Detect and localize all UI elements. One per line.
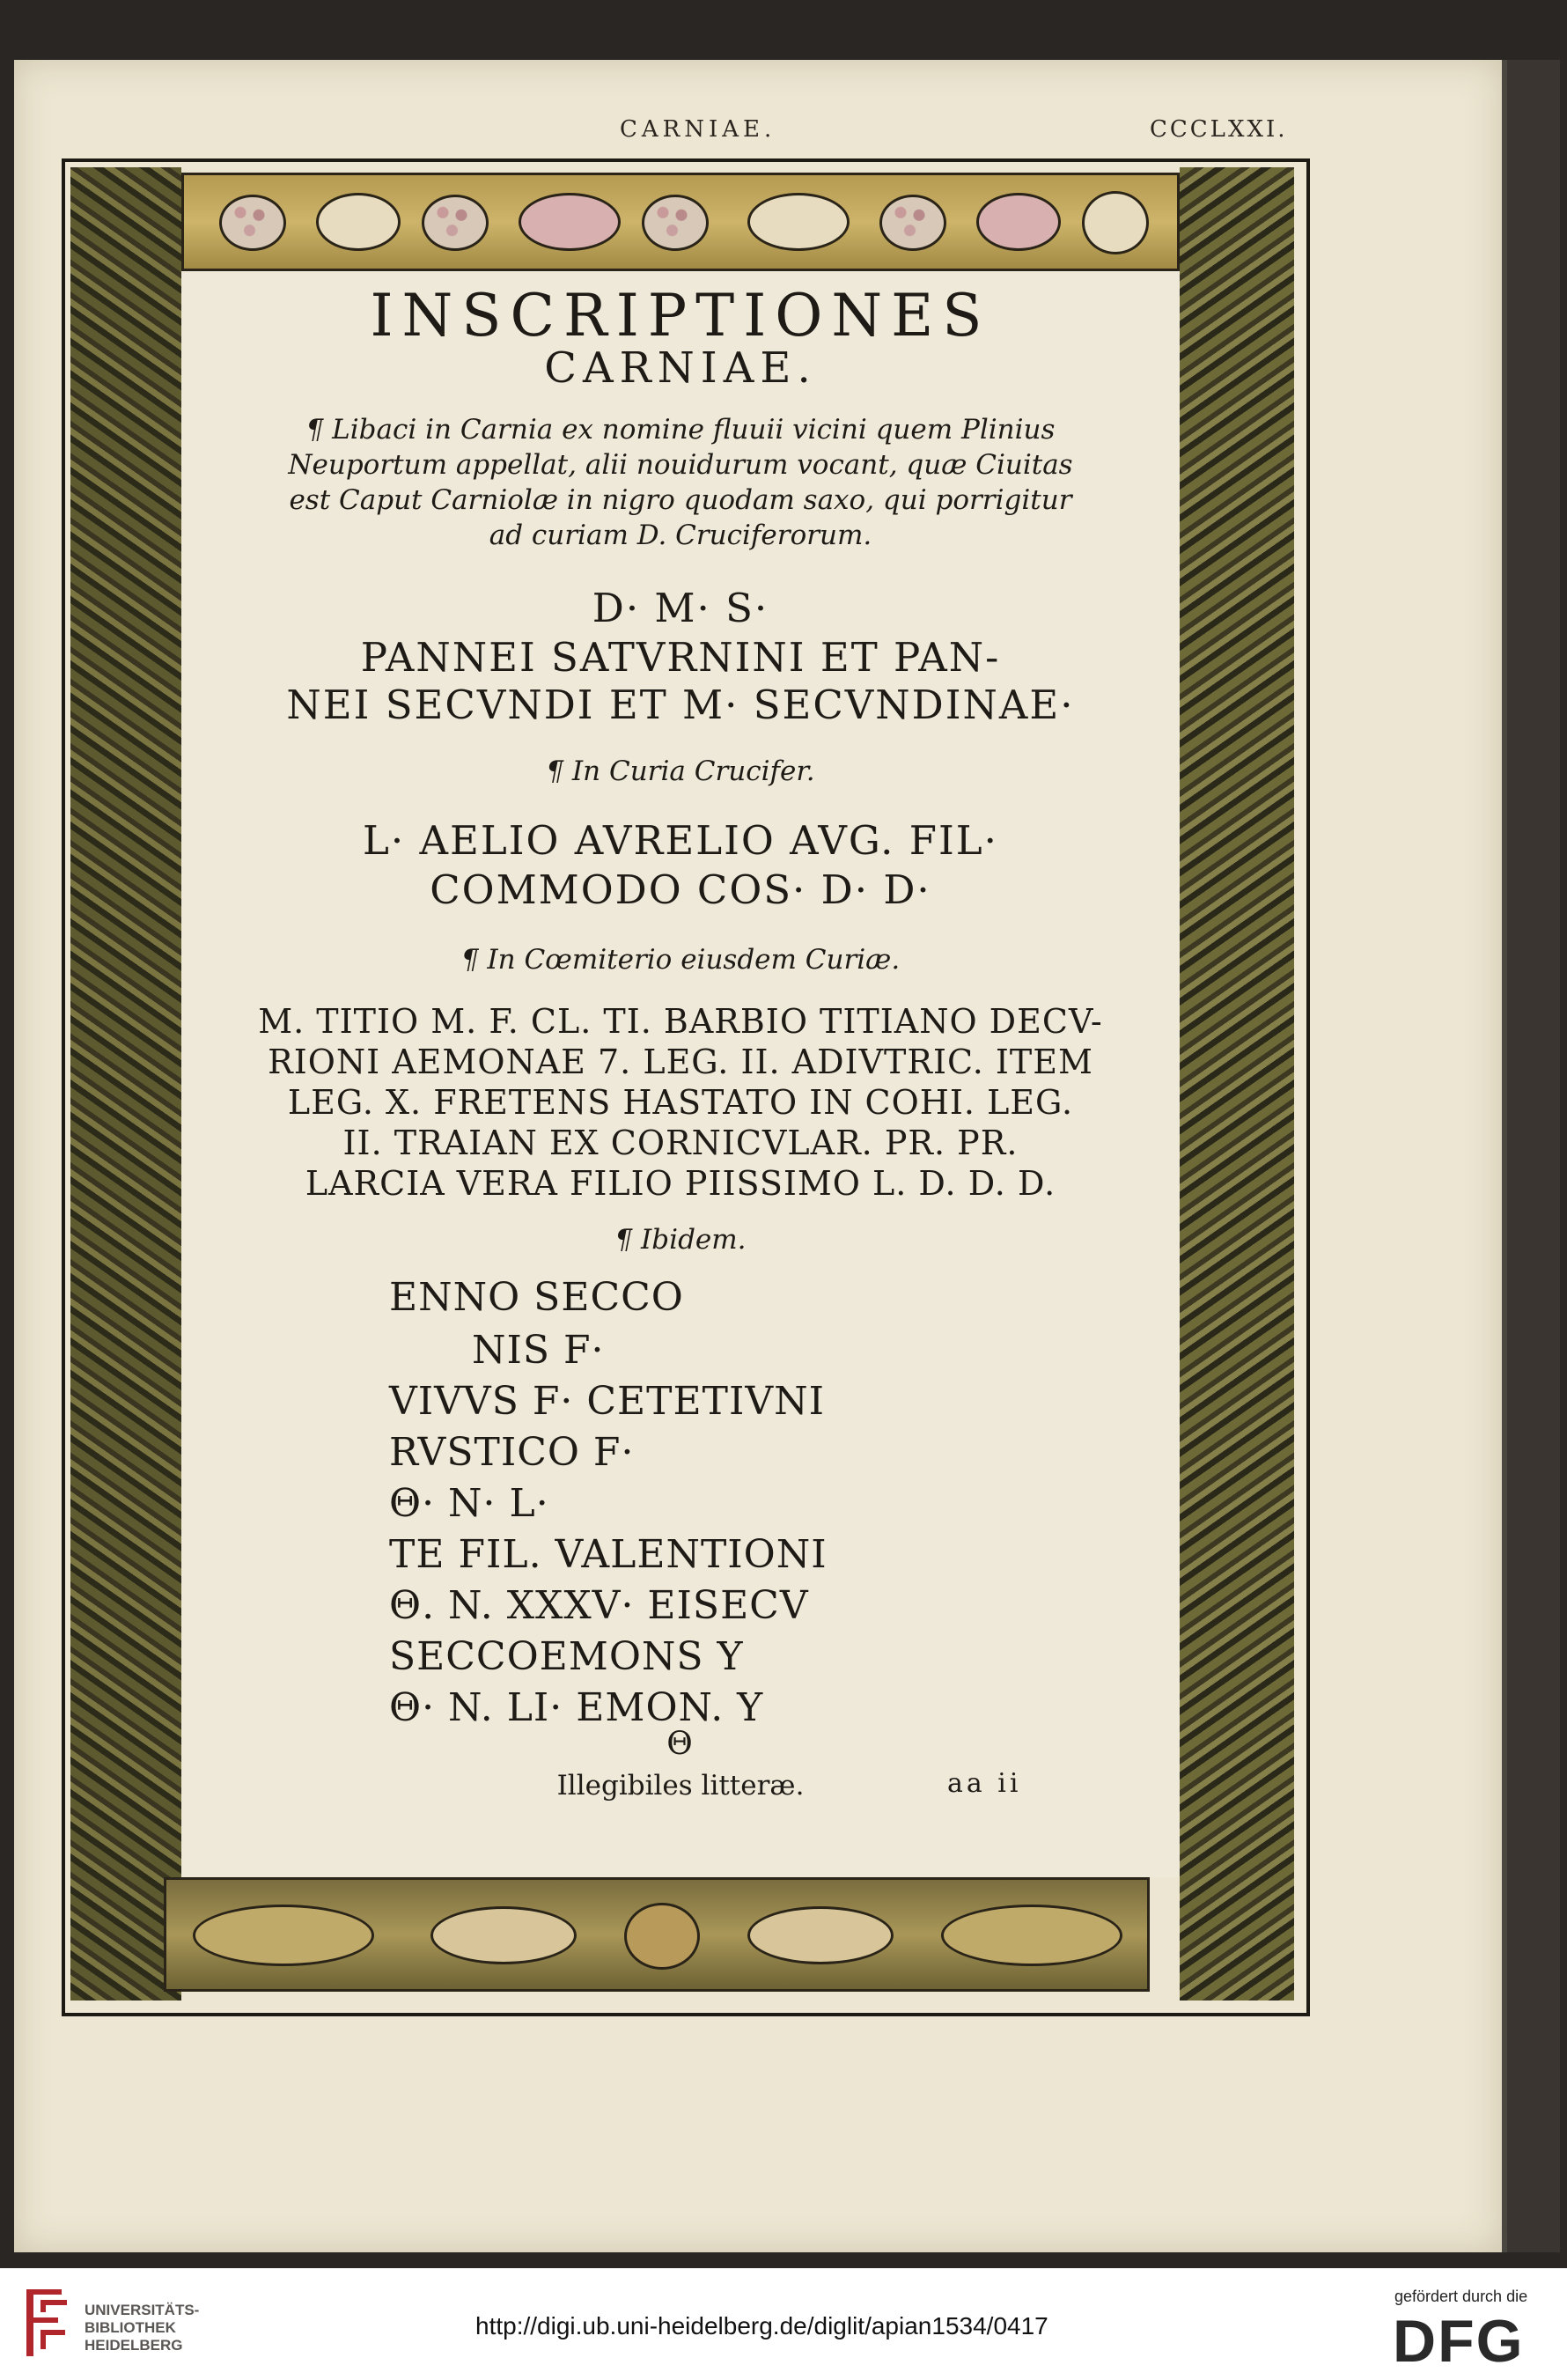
folio-number: CCCLXXI. [1150, 116, 1288, 143]
grapes-ornament [219, 195, 286, 251]
inscription-line: COMMODO COS· D· D· [430, 866, 931, 913]
funding-note: gefördert durch die [1394, 2288, 1528, 2305]
inscription-line: VIVVS F· CETETIVNI [389, 1379, 825, 1424]
border-band-top [181, 173, 1180, 271]
intro-note-line: ad curiam D. Cruciferorum. [489, 519, 872, 551]
inscription-symbol: Θ [666, 1726, 695, 1762]
location-note: ¶ In Cœmiterio eiusdem Curiæ. [460, 944, 901, 976]
inscription-line: L· AELIO AVRELIO AVG. FIL· [363, 817, 998, 864]
grapes-ornament [642, 195, 709, 251]
inscription-line: D· M· S· [592, 585, 769, 631]
inscription-line: LARCIA VERA FILIO PIISSIMO L. D. D. D. [305, 1164, 1056, 1203]
university-library-logo-icon [18, 2282, 72, 2363]
university-library-logo-text [85, 2302, 199, 2354]
permalink-url[interactable]: http://digi.ub.uni-heidelberg.de/diglit/apian1534/0417 [475, 2312, 1048, 2339]
logo-text-line: HEIDELBERG [85, 2337, 183, 2354]
inscription-line: RVSTICO F· [389, 1430, 635, 1475]
inscription-line: SECCOEMONS Y [389, 1634, 744, 1679]
rosette-ornament [624, 1903, 700, 1970]
page-margin-shadow [1507, 60, 1560, 2252]
grapes-ornament [422, 195, 489, 251]
running-title: CARNIAE. [620, 116, 776, 143]
inscription-line: TE FIL. VALENTIONI [389, 1532, 828, 1577]
dfg-logo: DFG [1393, 2308, 1525, 2375]
grapes-ornament [879, 195, 946, 251]
inscription-line: II. TRAIAN EX CORNICVLAR. PR. PR. [342, 1124, 1019, 1162]
location-note: ¶ In Curia Crucifer. [546, 755, 815, 787]
inscription-line: PANNEI SATVRNINI ET PAN- [360, 634, 1001, 681]
logo-text-line: BIBLIOTHEK [85, 2319, 176, 2336]
inscription-line: NIS F· [472, 1328, 605, 1373]
illegible-note: Illegibiles litteræ. [556, 1770, 805, 1802]
scroll-ornament [941, 1905, 1122, 1966]
intro-note-line: Neuportum appellat, alii nouidurum vocant, quæ Ciuitas [288, 449, 1073, 481]
inscription-line: Θ. N. XXXV· EISECV [389, 1583, 809, 1628]
printer-signature: aa ii [947, 1768, 1022, 1799]
horn-ornament [430, 1906, 577, 1964]
inscription-line: ENNO SECCO [389, 1275, 684, 1320]
text-block [181, 271, 1180, 1877]
scroll-ornament [193, 1905, 374, 1966]
inscription-line: Θ· N. LI· EMON. Y [389, 1685, 764, 1730]
viewer-footer [0, 2268, 1567, 2380]
border-band-bottom [164, 1877, 1150, 1992]
inscription-line: Θ· N· L· [389, 1481, 549, 1526]
scroll-ornament [519, 193, 621, 251]
inscription-line: LEG. X. FRETENS HASTATO IN COHI. LEG. [287, 1083, 1074, 1122]
inscription-line: NEI SECVNDI ET M· SECVNDINAE· [286, 682, 1075, 728]
border-band-left [70, 167, 181, 2001]
inscription-line: RIONI AEMONAE 7. LEG. II. ADIVTRIC. ITEM [268, 1043, 1093, 1081]
logo-text-line: UNIVERSITÄTS- [85, 2302, 200, 2318]
page-title: INSCRIPTIONES [370, 282, 991, 350]
intro-note-line: est Caput Carniolæ in nigro quodam saxo, qui porrigitur [289, 484, 1072, 516]
location-note: ¶ Ibidem. [614, 1224, 747, 1256]
inscription-line: M. TITIO M. F. CL. TI. BARBIO TITIANO DECV- [258, 1002, 1103, 1041]
rosette-ornament [1082, 191, 1149, 254]
scroll-ornament [976, 193, 1061, 251]
scroll-ornament [747, 193, 850, 251]
scroll-ornament [316, 193, 401, 251]
page-subtitle: CARNIAE. [544, 343, 817, 393]
intro-note-line: ¶ Libaci in Carnia ex nomine fluuii vicini quem Plinius [305, 414, 1056, 446]
running-head [0, 116, 1567, 151]
horn-ornament [747, 1906, 894, 1964]
